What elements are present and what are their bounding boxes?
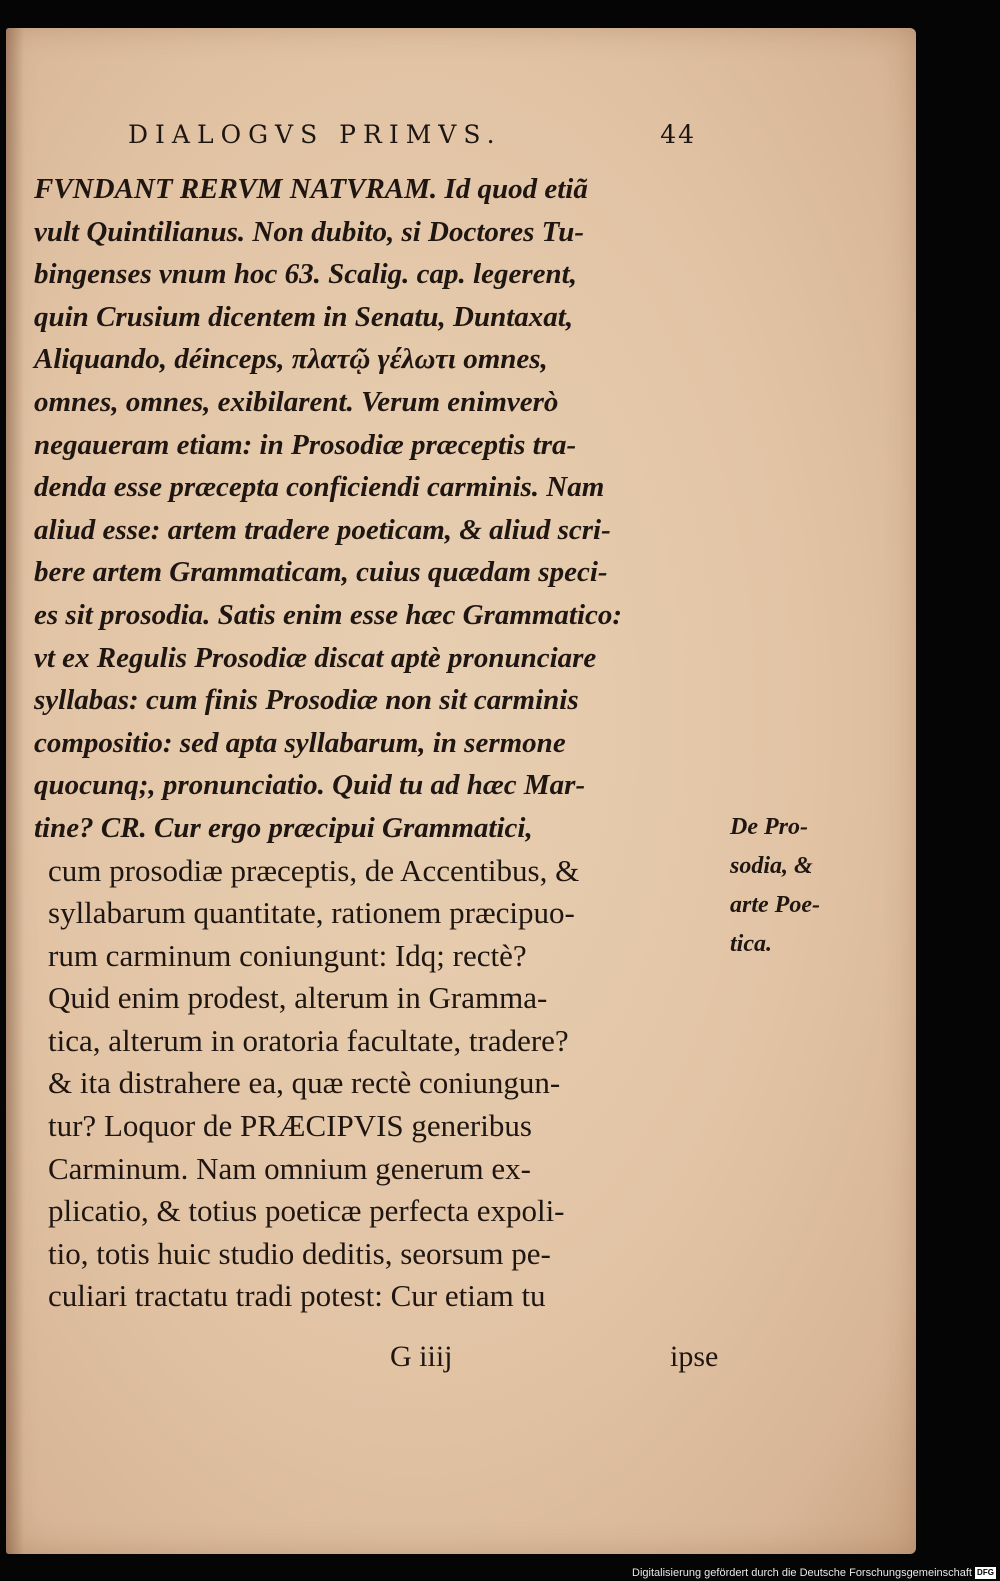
text-line: es sit prosodia. Satis enim esse hæc Grammatico: [34,598,623,631]
text-line: bere artem Grammaticam, cuius quædam speci- [34,556,608,589]
text-line: vt ex Regulis Prosodiæ discat aptè pronunciare [34,641,597,674]
text-line: Quid enim prodest, alterum in Gramma- [48,980,548,1016]
text-line: aliud esse: artem tradere poeticam, & aliud scri- [34,513,611,546]
running-title: DIALOGVS PRIMVS. [128,120,502,149]
marginal-note-line: De Pro- [730,814,808,840]
digitization-credit: Digitalisierung gefördert durch die Deutsche Forschungsgemeinschaft [632,1567,972,1579]
text-line: tur? Loquor de PRÆCIPVIS generibus [48,1108,532,1144]
marginal-note-line: sodia, & [730,853,813,879]
main-text-block [34,168,734,1318]
text-line: & ita distrahere ea, quæ rectè coniungun- [48,1065,561,1101]
text-line: syllabas: cum finis Prosodiæ non sit carminis [34,684,579,717]
text-line: denda esse præcepta conficiendi carminis. Nam [34,471,605,504]
text-line: plicatio, & totius poeticæ perfecta expoli- [48,1193,565,1229]
signature-mark: G iiij [390,1340,453,1373]
text-line: culiari tractatu tradi potest: Cur etiam tu [48,1278,546,1314]
marginal-note-line: arte Poe- [730,892,820,918]
text-line: Carminum. Nam omnium generum ex- [48,1150,531,1186]
page-header [128,120,696,149]
dfg-logo: DFG [975,1567,996,1579]
text-line: tio, totis huic studio deditis, seorsum pe- [48,1235,551,1271]
text-line: quin Crusium dicentem in Senatu, Duntaxat, [34,300,574,333]
text-line: rum carminum coniungunt: Idq; rectè? [48,937,527,973]
marginal-note [730,808,870,964]
page-footer [34,1340,734,1382]
page-number: 44 [660,120,696,149]
page-binding-shadow [6,28,24,1554]
catchword: ipse [670,1340,719,1373]
text-line: FVNDANT RERVM NATVRAM. Id quod etiã [34,173,588,205]
text-line: omnes, omnes, exibilarent. Verum enimverò [34,385,559,418]
text-line: tica, alterum in oratoria facultate, tradere? [48,1022,569,1058]
text-line: Aliquando, déinceps, πλατῷ γέλωτι omnes, [34,343,548,376]
text-line: syllabarum quantitate, rationem præcipuo- [48,895,575,931]
text-line: cum prosodiæ præceptis, de Accentibus, & [48,852,580,888]
text-line: quocunq;, pronunciatio. Quid tu ad hæc Mar- [34,769,586,802]
text-line: vult Quintilianus. Non dubito, si Doctores Tu- [34,215,585,248]
text-line: tine? CR. Cur ergo præcipui Grammatici, [34,811,533,844]
text-line: bingenses vnum hoc 63. Scalig. cap. legerent, [34,258,577,291]
text-line: compositio: sed apta syllabarum, in sermone [34,726,566,759]
text-line: negaueram etiam: in Prosodiæ præceptis tra- [34,428,577,461]
marginal-note-line: tica. [730,931,772,957]
